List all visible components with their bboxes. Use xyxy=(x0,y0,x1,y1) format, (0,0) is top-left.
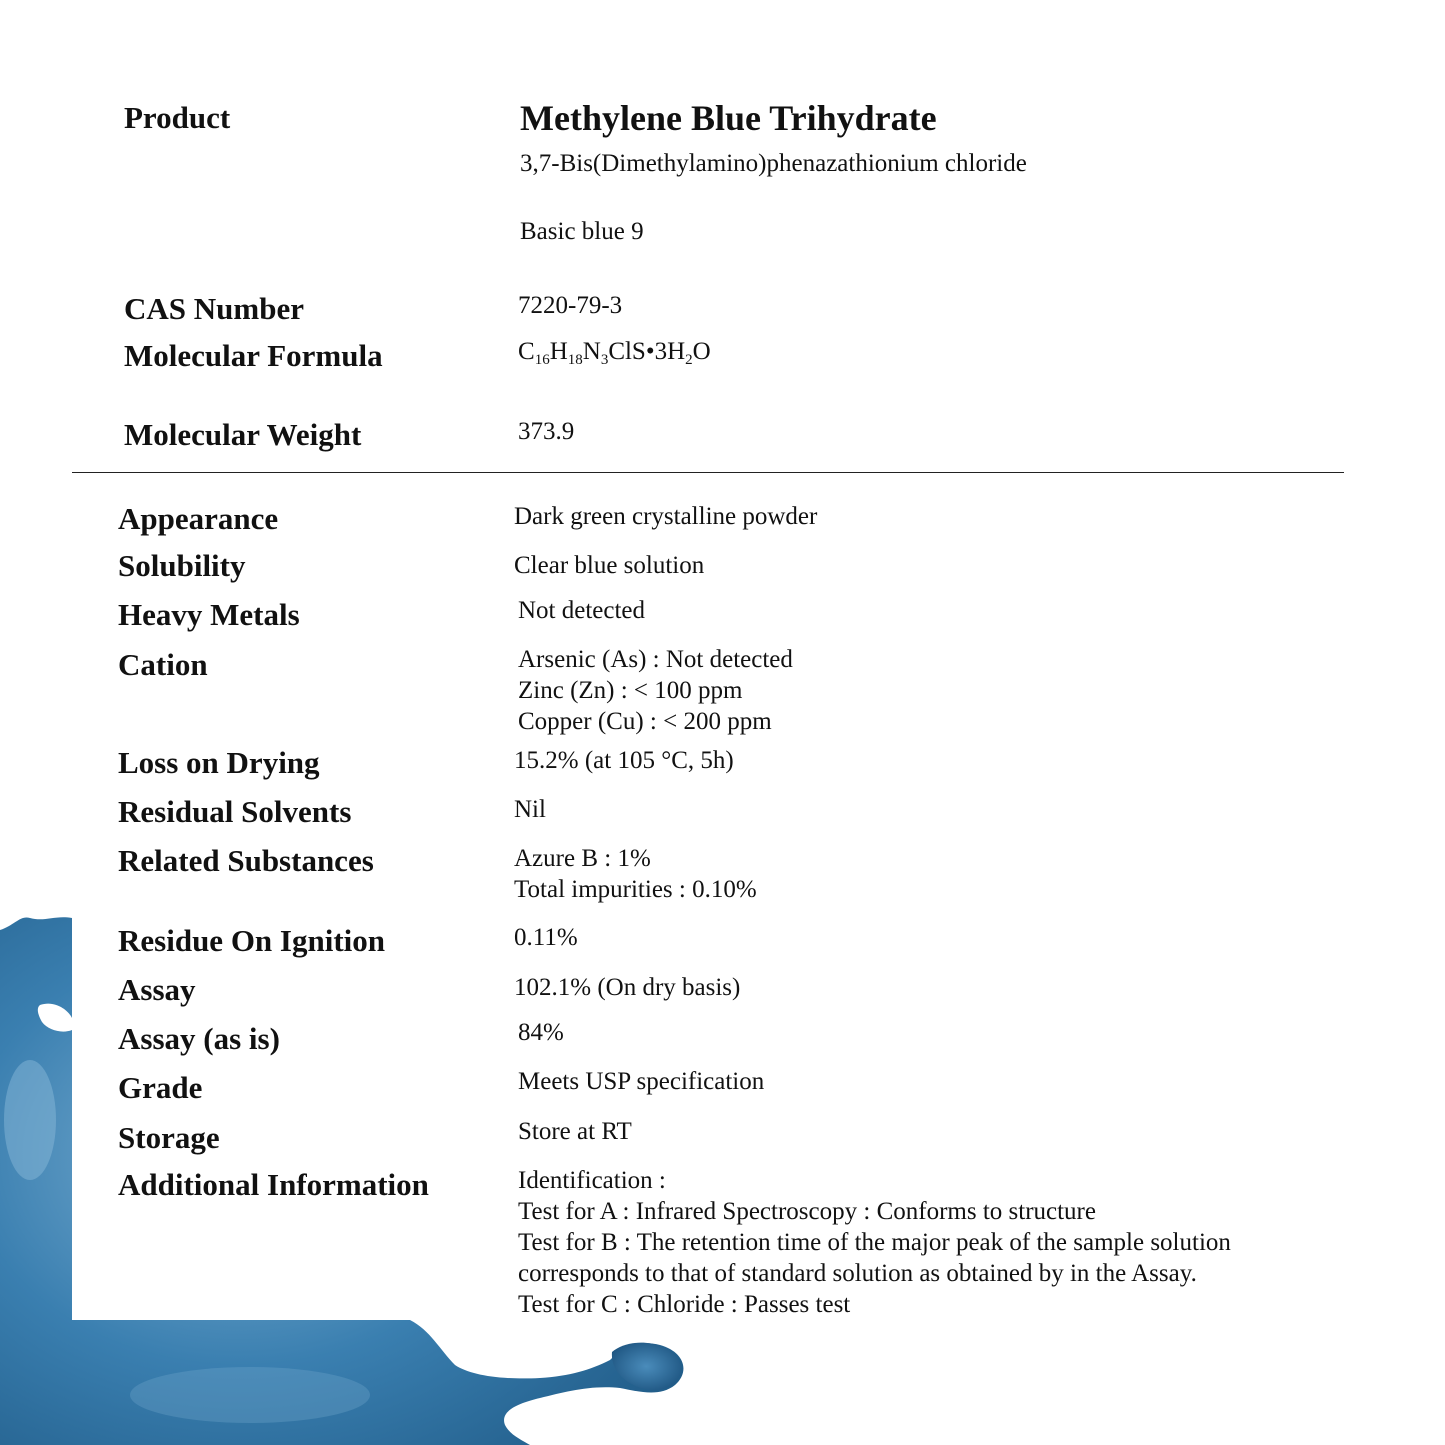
cation-line: Copper (Cu) : < 200 ppm xyxy=(518,708,772,735)
grade-value: Meets USP specification xyxy=(518,1068,765,1095)
heavy-metals-value: Not detected xyxy=(518,597,646,624)
appearance-label: Appearance xyxy=(118,501,279,536)
weight-value: 373.9 xyxy=(518,418,575,445)
synonym-chemical-name: 3,7-Bis(Dimethylamino)phenazathionium chloride xyxy=(520,150,1027,177)
additional-line: Test for A : Infrared Spectroscopy : Conforms to structure xyxy=(518,1198,1096,1225)
additional-information-value xyxy=(518,1165,1231,1320)
formula-label: Molecular Formula xyxy=(124,338,383,373)
residual-solvents-label: Residual Solvents xyxy=(118,794,352,829)
additional-line: Identification : xyxy=(518,1167,666,1194)
residue-on-ignition-label: Residue On Ignition xyxy=(118,923,386,958)
ink-splash-highlight xyxy=(130,1367,370,1423)
synonym-common-name: Basic blue 9 xyxy=(520,218,644,245)
loss-on-drying-value: 15.2% (at 105 °C, 5h) xyxy=(514,747,734,774)
solubility-label: Solubility xyxy=(118,548,246,583)
grade-label: Grade xyxy=(118,1070,203,1105)
section-divider xyxy=(72,472,1344,473)
cation-line: Arsenic (As) : Not detected xyxy=(518,646,793,673)
additional-line: corresponds to that of standard solution as obtained by in the Assay. xyxy=(518,1260,1197,1287)
product-label: Product xyxy=(124,100,231,135)
additional-line: Test for C : Chloride : Passes test xyxy=(518,1291,851,1318)
assay-value: 102.1% (On dry basis) xyxy=(514,974,741,1001)
additional-information-label: Additional Information xyxy=(118,1167,429,1202)
cation-value xyxy=(518,644,793,737)
residue-on-ignition-value: 0.11% xyxy=(514,924,578,951)
cation-label: Cation xyxy=(118,647,208,682)
loss-on-drying-label: Loss on Drying xyxy=(118,745,320,780)
storage-label: Storage xyxy=(118,1120,220,1155)
cation-line: Zinc (Zn) : < 100 ppm xyxy=(518,677,743,704)
assay-as-is-value: 84% xyxy=(518,1019,564,1046)
appearance-value: Dark green crystalline powder xyxy=(514,503,818,530)
assay-label: Assay xyxy=(118,972,196,1007)
related-substances-label: Related Substances xyxy=(118,843,374,878)
solubility-value: Clear blue solution xyxy=(514,552,705,579)
related-substances-line: Azure B : 1% xyxy=(514,845,651,872)
related-substances-value xyxy=(514,843,757,905)
additional-line: Test for B : The retention time of the major peak of the sample solution xyxy=(518,1229,1231,1256)
heavy-metals-label: Heavy Metals xyxy=(118,597,300,632)
residual-solvents-value: Nil xyxy=(514,796,546,823)
product-name: Methylene Blue Trihydrate xyxy=(520,98,937,138)
cas-label: CAS Number xyxy=(124,291,304,326)
storage-value: Store at RT xyxy=(518,1118,632,1145)
weight-label: Molecular Weight xyxy=(124,417,362,452)
ink-splash-highlight xyxy=(4,1060,56,1180)
cas-value: 7220-79-3 xyxy=(518,292,623,319)
assay-as-is-label: Assay (as is) xyxy=(118,1021,280,1056)
molecular-formula: $C_{16}H_{18}N_3ClS•3H_2O$ xyxy=(518,338,711,368)
related-substances-line: Total impurities : 0.10% xyxy=(514,876,757,903)
